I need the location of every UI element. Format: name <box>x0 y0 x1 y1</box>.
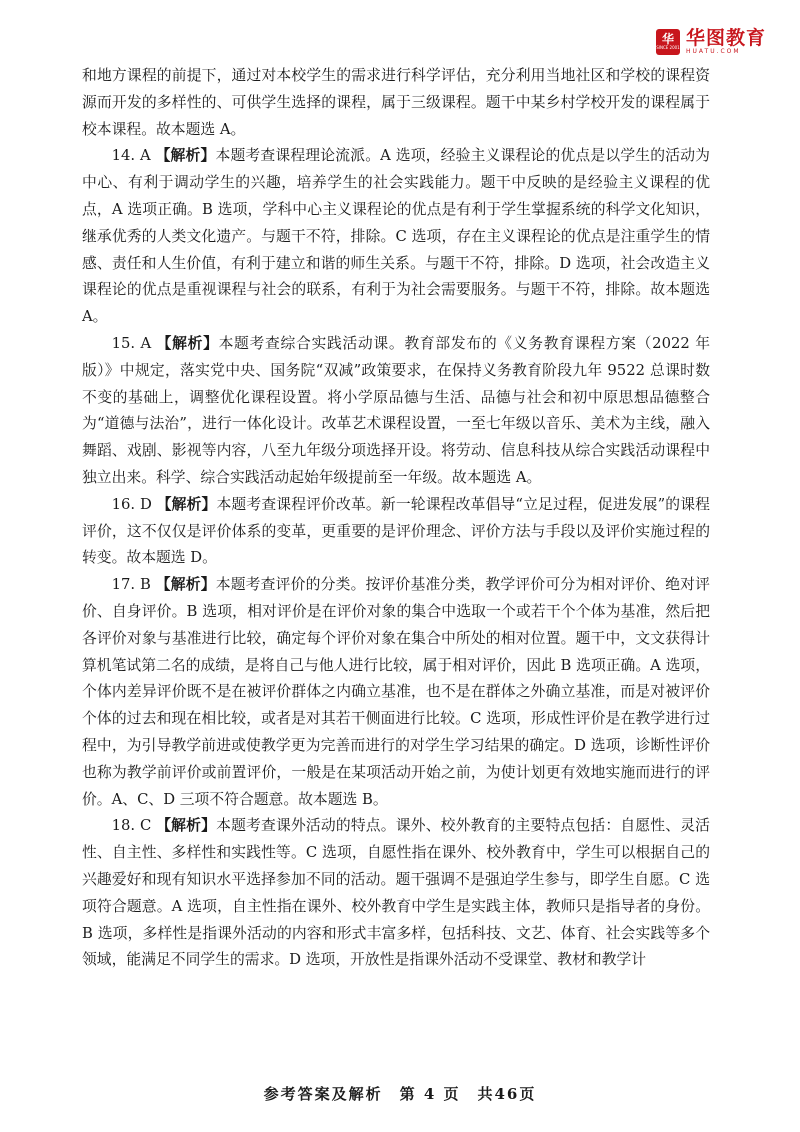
logo-name: 华图教育 <box>685 27 766 49</box>
answer-number: 14. A <box>111 147 156 165</box>
analysis-tag: 【解析】 <box>156 495 217 513</box>
brand-logo <box>656 28 766 55</box>
logo-text <box>686 28 766 55</box>
answer-number: 16. D <box>111 495 157 513</box>
answer-paragraph-14 <box>82 143 710 331</box>
logo-glyph: 华 <box>661 31 674 46</box>
logo-since: SINCE 2001 <box>656 44 680 50</box>
logo-url: HUATU.COM <box>685 48 741 55</box>
paragraph-text: 本题考查综合实践活动课。教育部发布的《义务教育课程方案（2022 年版）》中规定，落实党中央、国务院“双减”政策要求，在保持义务教育阶段九年 9522 总课时数不变的基础上，调整优化课程设置。将小学原品德与生活、品德与社会和初中原思想品德整合为“道德与法治”，进行一体化设计。改革艺术课程设置，一至七年级以音乐、美术为主线，融入舞蹈、戏剧、影视等内容，八至九年级分项选择开设。将劳动、信息科技从综合实践活动课程中独立出来。科学、综合实践活动起始年级提前至一年级。故本题选 A。 <box>82 334 710 486</box>
answer-paragraph-15 <box>82 331 710 492</box>
huatu-logo-icon <box>656 29 680 55</box>
answer-number: 17. B <box>111 576 156 594</box>
answer-number: 15. A <box>111 334 157 352</box>
page-footer: 参考答案及解析 第 4 页 共46页 <box>263 1085 537 1103</box>
answer-content <box>82 63 710 974</box>
paragraph-text: 本题考查课程理论流派。A 选项，经验主义课程论的优点是以学生的活动为中心、有利于调动学生的兴趣，培养学生的社会实践能力。题干中反映的是经验主义课程的优点，A 选项正确。B 选项，学科中心主义课程论的优点是有利于学生掌握系统的科学文化知识，继承优秀的人类文化遗产。与题干不符，排除。C 选项，存在主义课程论的优点是注重学生的情感、责任和人生价值，有利于建立和谐的师生关系。与题干不符，排除。D 选项，社会改造主义课程论的优点是重视课程与社会的联系，有利于为社会需要服务。与题干不符，排除。故本题选 A。 <box>82 147 710 326</box>
analysis-tag: 【解析】 <box>156 817 217 835</box>
paragraph-continued <box>82 63 710 143</box>
analysis-tag: 【解析】 <box>155 576 216 594</box>
answer-paragraph-18 <box>82 813 710 974</box>
paragraph-text: 本题考查课外活动的特点。课外、校外教育的主要特点包括：自愿性、灵活性、自主性、多样性和实践性等。C 选项，自愿性指在课外、校外教育中，学生可以根据自己的兴趣爱好和现有知识水平选择参加不同的活动。题干强调不是强迫学生参与，即学生自愿。C 选项符合题意。A 选项，自主性指在课外、校外教育中学生是实践主体，教师只是指导者的身份。B 选项，多样性是指课外活动的内容和形式丰富多样，包括科技、文艺、体育、社会实践等多个领域，能满足不同学生的需求。D 选项，开放性是指课外活动不受课堂、教材和教学计 <box>82 817 710 969</box>
answer-number: 18. C <box>111 817 157 835</box>
analysis-tag: 【解析】 <box>155 147 216 165</box>
answer-paragraph-16 <box>82 492 710 572</box>
paragraph-text: 本题考查课程评价改革。新一轮课程改革倡导“立足过程，促进发展”的课程评价，这不仅仅是评价体系的变革，更重要的是评价理念、评价方法与手段以及评价实施过程的转变。故本题选 D。 <box>82 495 710 567</box>
analysis-tag: 【解析】 <box>156 334 219 352</box>
paragraph-text: 本题考查评价的分类。按评价基准分类，教学评价可分为相对评价、绝对评价、自身评价。B 选项，相对评价是在评价对象的集合中选取一个或若干个个体为基准，然后把各评价对象与基准进行比较，确定每个评价对象在集合中所处的相对位置。题干中，文文获得计算机笔试第二名的成绩，是将自己与他人进行比较，属于相对评价，因此 B 选项正确。A 选项，个体内差异评价既不是在被评价群体之内确立基准，也不是在群体之外确立基准，而是对被评价个体的过去和现在相比较，或者是对其若干侧面进行比较。C 选项，形成性评价是在教学进行过程中，为引导教学前进或使教学更为完善而进行的对学生学习结果的确定。D 选项，诊断性评价也称为教学前评价或前置评价，一般是在某项活动开始之前，为使计划更有效地实施而进行的评价。A、C、D 三项不符合题意。故本题选 B。 <box>82 576 710 808</box>
answer-paragraph-17 <box>82 572 710 813</box>
paragraph-text: 和地方课程的前提下，通过对本校学生的需求进行科学评估，充分利用当地社区和学校的课程资源而开发的多样性的、可供学生选择的课程，属于三级课程。题干中某乡村学校开发的课程属于校本课程。故本题选 A。 <box>82 67 710 138</box>
